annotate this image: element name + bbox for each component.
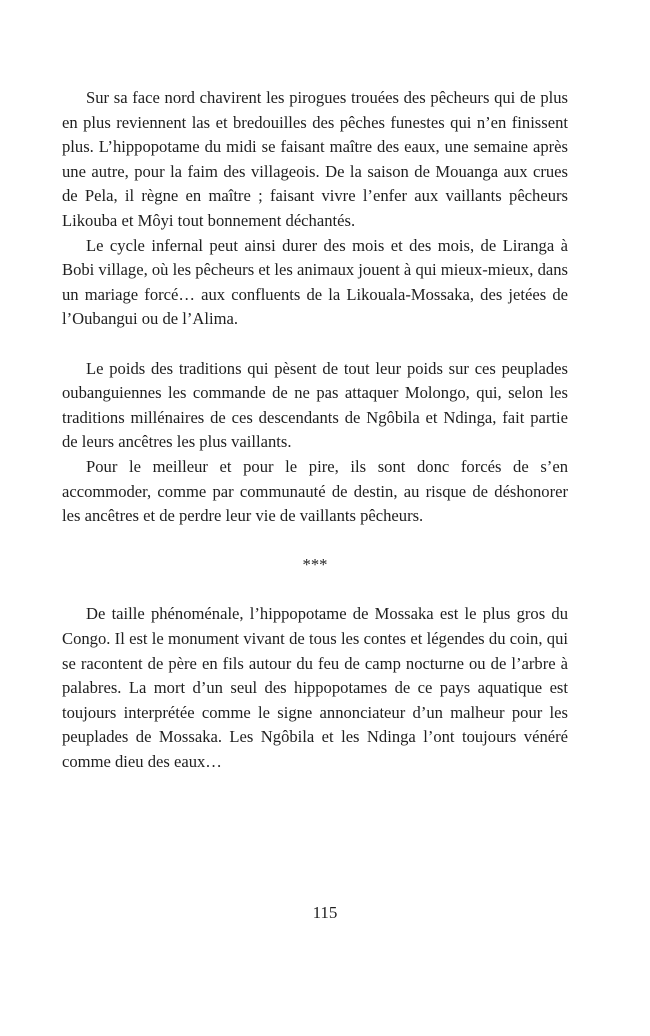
page-body: [62, 86, 568, 775]
paragraph-3: Le poids des traditions qui pèsent de tout leur poids sur ces peuplades oubanguiennes les commande de ne pas attaquer Molongo, qui, selon les traditions millénaires de ces descendants de Ngôbila et Ndinga, fait partie de leurs ancêtres les plus vaillants.: [62, 358, 568, 452]
paragraph-gap: [62, 332, 568, 357]
paragraph-4: Pour le meilleur et pour le pire, ils sont donc forcés de s’en accommoder, comme par communauté de destin, au risque de déshonorer les ancêtres et de perdre leur vie de vaillants pêcheurs.: [62, 456, 568, 526]
paragraph-1: Sur sa face nord chavirent les pirogues trouées des pêcheurs qui de plus en plus reviennent las et bredouilles des pêches funestes qui n’en finissent plus. L’hippopotame du midi se faisant maître des eaux, une semaine après une autre, pour la faim des villageois. De la saison de Mouanga aux crues de Pela, il règne en maître ; faisant vivre l’enfer aux vaillants pêcheurs Likouba et Môyi tout bonnement déchantés.: [62, 88, 568, 230]
paragraph-5: De taille phénoménale, l’hippopotame de Mossaka est le plus gros du Congo. Il est le monument vivant de tous les contes et légendes du coin, qui se racontent de père en fils autour du feu de camp nocturne ou de l’arbre à palabres. La mort d’un seul des hippopotames de ce pays aquatique est toujours interprétée comme le signe annonciateur d’un malheur pour les peuplades de Mossaka. Les Ngôbila et les Ndinga l’ont toujours vénéré comme dieu des eaux…: [62, 604, 568, 772]
paragraph-2: Le cycle infernal peut ainsi durer des mois et des mois, de Liranga à Bobi village, où les pêcheurs et les animaux jouent à qui mieux-mieux, dans un mariage forcé… aux confluents de la Likouala-Mossaka, des jetées de l’Oubangui ou de l’Alima.: [62, 235, 568, 329]
page-number: 115: [312, 903, 338, 922]
section-separator: ***: [302, 555, 328, 575]
